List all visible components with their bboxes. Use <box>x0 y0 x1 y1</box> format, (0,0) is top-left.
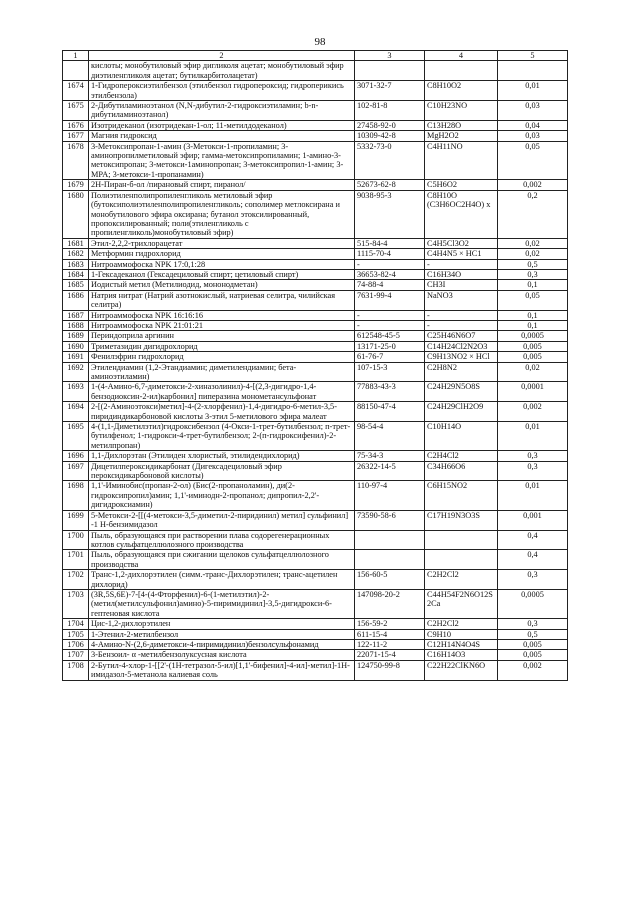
row-number: 1705 <box>63 629 89 639</box>
row-number: 1682 <box>63 249 89 259</box>
table-row <box>63 259 568 269</box>
table-row <box>63 362 568 382</box>
cas-number: 7631-99-4 <box>355 290 425 310</box>
substance-name: кислоты; монобутиловый эфир дигликоля ацетат; монобутиловый эфир диэтиленгликоля ацетат; бутилкарбитолацетат) <box>89 61 355 81</box>
table-row <box>63 190 568 238</box>
page-number: 98 <box>314 36 326 48</box>
substance-name: Периндоприла аргинин <box>89 331 355 341</box>
chemical-formula: C4H5Cl3O2 <box>425 238 498 248</box>
substance-name: Фенилэфрин гидрохлорид <box>89 352 355 362</box>
row-number: 1687 <box>63 310 89 320</box>
substance-name: Магния гидроксид <box>89 131 355 141</box>
substance-name: 2Н-Пиран-б-ол /пирановый спирт, пиранол/ <box>89 180 355 190</box>
chemical-formula: C22H22ClKN6O <box>425 660 498 680</box>
cas-number: 156-59-2 <box>355 619 425 629</box>
substance-name: 3-Метоксипропан-1-амин (3-Метокси-1-пропиламин; 3-аминопропилметиловый эфир; гамма-метоксипропиламин; 1-амино-3-метоксипропан; 3-метокси-1аминопропан; 3-метоксипропил-1-амин; 3-MPA; 3-метокси-1-пропанамин) <box>89 141 355 180</box>
cas-number: 98-54-4 <box>355 422 425 451</box>
substances-table <box>62 50 568 681</box>
row-number: 1686 <box>63 290 89 310</box>
cas-number: 102-81-8 <box>355 101 425 121</box>
limit-value: 0,001 <box>498 510 568 530</box>
cas-number: 26322-14-5 <box>355 461 425 481</box>
table-row <box>63 422 568 451</box>
cas-number: 13171-25-0 <box>355 341 425 351</box>
substance-name: Триметазидин дигидрохлорид <box>89 341 355 351</box>
header-col-2: 2 <box>89 51 355 61</box>
substance-name: 2-[(2-Аминоэтокси)метил]-4-(2-хлорфенил)-1,4-дигидро-6-метил-3,5-пиридиндикарбоновой кислоты 3-этил 5-метилового эфира малеат <box>89 402 355 422</box>
substance-name: 1,1'-Иминобис(пропан-2-ол) (Бис(2-пропаноламин), ди(2-гидроксипропил)амин; 1,1'-иминодн-2-пропанол; дипропил-2,2'-дигидроксиамин) <box>89 481 355 510</box>
header-col-5: 5 <box>498 51 568 61</box>
row-number: 1677 <box>63 131 89 141</box>
limit-value: 0,1 <box>498 320 568 330</box>
chemical-formula <box>425 61 498 81</box>
table-row <box>63 269 568 279</box>
chemical-formula: C10H23NO <box>425 101 498 121</box>
chemical-formula: C5H6O2 <box>425 180 498 190</box>
row-number: 1674 <box>63 81 89 101</box>
substance-name: 4-Амино-N-(2,6-диметокси-4-пиримидинил)бензолсульфонамид <box>89 639 355 649</box>
chemical-formula: C8H10O (C3H6OC2H4O) x <box>425 190 498 238</box>
cas-number: 52673-62-8 <box>355 180 425 190</box>
table-row <box>63 341 568 351</box>
limit-value: 0,4 <box>498 530 568 550</box>
chemical-formula: MgH2O2 <box>425 131 498 141</box>
limit-value: 0,02 <box>498 249 568 259</box>
substance-name: Дицетилпероксидикарбонат (Дигексадециловый эфир пероксидикарбоновой кислоты) <box>89 461 355 481</box>
row-number: 1681 <box>63 238 89 248</box>
row-number: 1697 <box>63 461 89 481</box>
table-row <box>63 249 568 259</box>
cas-number: 122-11-2 <box>355 639 425 649</box>
cas-number: 1115-70-4 <box>355 249 425 259</box>
row-number: 1678 <box>63 141 89 180</box>
row-number: 1708 <box>63 660 89 680</box>
table-row <box>63 660 568 680</box>
row-number: 1685 <box>63 280 89 290</box>
chemical-formula: C2H8N2 <box>425 362 498 382</box>
limit-value: 0,02 <box>498 238 568 248</box>
chemical-formula: C34H66O6 <box>425 461 498 481</box>
chemical-formula: C24H29N5O8S <box>425 382 498 402</box>
limit-value: 0,1 <box>498 280 568 290</box>
chemical-formula: - <box>425 320 498 330</box>
substance-name: 1-(4-Амино-6,7-диметокси-2-хиназолинил)-4-[(2,3-дигидро-1,4-бензодиоксин-2-ил)карбонил] пиперазина монометансульфонат <box>89 382 355 402</box>
cas-number: 3071-32-7 <box>355 81 425 101</box>
cas-number: 612548-45-5 <box>355 331 425 341</box>
cas-number <box>355 550 425 570</box>
table-row <box>63 120 568 130</box>
cas-number <box>355 530 425 550</box>
chemical-formula: - <box>425 259 498 269</box>
substance-name: Пыль, образующаяся при сжигании щелоков сульфатцеллюлозного производства <box>89 550 355 570</box>
substance-name: Транс-1,2-дихлорэтилен (симм.-транс-Дихлорэтилен; транс-ацетилен дихлорид) <box>89 570 355 590</box>
row-number: 1702 <box>63 570 89 590</box>
table-row <box>63 451 568 461</box>
chemical-formula: - <box>425 310 498 320</box>
header-col-1: 1 <box>63 51 89 61</box>
table-body <box>63 61 568 680</box>
cas-number: 124750-99-8 <box>355 660 425 680</box>
limit-value: 0,3 <box>498 570 568 590</box>
table-row <box>63 382 568 402</box>
substance-name: 1,1-Дихлорэтан (Этилиден хлористый, этилидендихлорид) <box>89 451 355 461</box>
substance-name: 1-Гексадеканол (Гексадециловый спирт; цетиловый спирт) <box>89 269 355 279</box>
cas-number: - <box>355 320 425 330</box>
substance-name: Этил-2,2,2-трихлорацетат <box>89 238 355 248</box>
row-number: 1696 <box>63 451 89 461</box>
substance-name: 1-Этенил-2-метилбензол <box>89 629 355 639</box>
cas-number: 77883-43-3 <box>355 382 425 402</box>
limit-value: 0,0005 <box>498 589 568 618</box>
cas-number: 74-88-4 <box>355 280 425 290</box>
substance-name: Цис-1,2-дихлорэтилен <box>89 619 355 629</box>
chemical-formula: NaNO3 <box>425 290 498 310</box>
table-row <box>63 481 568 510</box>
limit-value: 0,005 <box>498 639 568 649</box>
table-row <box>63 180 568 190</box>
substance-name: Метформин гидрохлорид <box>89 249 355 259</box>
table-row <box>63 61 568 81</box>
row-number: 1707 <box>63 650 89 660</box>
cas-number: 22071-15-4 <box>355 650 425 660</box>
chemical-formula: C25H46N6O7 <box>425 331 498 341</box>
substance-name: Пыль, образующаяся при растворении плава содорегенерационных котлов сульфатцеллюлозного производства <box>89 530 355 550</box>
limit-value: 0,002 <box>498 402 568 422</box>
chemical-formula: C2H2Cl2 <box>425 619 498 629</box>
cas-number: 61-76-7 <box>355 352 425 362</box>
row-number: 1679 <box>63 180 89 190</box>
limit-value: 0,5 <box>498 259 568 269</box>
limit-value: 0,3 <box>498 269 568 279</box>
table-row <box>63 352 568 362</box>
chemical-formula: C8H10O2 <box>425 81 498 101</box>
limit-value: 0,5 <box>498 629 568 639</box>
table-row <box>63 650 568 660</box>
substance-name: Нитроаммофоска NPK 21:01:21 <box>89 320 355 330</box>
limit-value: 0,3 <box>498 461 568 481</box>
header-col-3: 3 <box>355 51 425 61</box>
limit-value: 0,04 <box>498 120 568 130</box>
chemical-formula: C13H28O <box>425 120 498 130</box>
substance-name: Нитроаммофоска NPK 17:0,1:28 <box>89 259 355 269</box>
limit-value: 0,002 <box>498 180 568 190</box>
table-row <box>63 639 568 649</box>
chemical-formula <box>425 550 498 570</box>
chemical-formula <box>425 530 498 550</box>
table-row <box>63 238 568 248</box>
cas-number: 5332-73-0 <box>355 141 425 180</box>
row-number: 1688 <box>63 320 89 330</box>
limit-value: 0,01 <box>498 81 568 101</box>
row-number: 1689 <box>63 331 89 341</box>
table-row <box>63 510 568 530</box>
cas-number: 73590-58-6 <box>355 510 425 530</box>
chemical-formula: C16H34O <box>425 269 498 279</box>
limit-value: 0,005 <box>498 352 568 362</box>
table-row <box>63 310 568 320</box>
substance-name: 1-Гидропероксиэтилбензол (этилбензол гидропероксид; гидроперикись этилбензола) <box>89 81 355 101</box>
cas-number: 88150-47-4 <box>355 402 425 422</box>
table-row <box>63 402 568 422</box>
chemical-formula: CH3I <box>425 280 498 290</box>
chemical-formula: C4H11NO <box>425 141 498 180</box>
limit-value: 0,2 <box>498 190 568 238</box>
row-number: 1704 <box>63 619 89 629</box>
cas-number <box>355 61 425 81</box>
substance-name: Этилендиамин (1,2-Этандиамин; диметилендиамин; бета-аминоэтиламин) <box>89 362 355 382</box>
substance-name: Нитроаммофоска NPK 16:16:16 <box>89 310 355 320</box>
substance-name: 2-Дибутиламиноэтанол (N,N-дибутил-2-гидроксиэтиламин; b-n-дибутиламиноэтанол) <box>89 101 355 121</box>
row-number: 1691 <box>63 352 89 362</box>
row-number: 1690 <box>63 341 89 351</box>
chemical-formula: C2H4Cl2 <box>425 451 498 461</box>
chemical-formula: C44H54F2N6O12S2Ca <box>425 589 498 618</box>
cas-number: 27458-92-0 <box>355 120 425 130</box>
table-row <box>63 570 568 590</box>
cas-number: 611-15-4 <box>355 629 425 639</box>
table-row <box>63 331 568 341</box>
substance-name: Полиэтиленполипропиленгликоль метиловый эфир (бутоксиполиэтиленполипропиленгликоль; сополимер метлоксирана и монобутилового эфира оксирана; бутанол этоксилированный, пропоксилированный; поли(этиленгликоль с пропиленгликоль)монобутиловый эфир) <box>89 190 355 238</box>
limit-value: 0,4 <box>498 550 568 570</box>
limit-value: 0,005 <box>498 341 568 351</box>
cas-number: 515-84-4 <box>355 238 425 248</box>
substance-name: 3-Бензоил- α -метилбензолуксусная кислота <box>89 650 355 660</box>
substance-name: (3R,5S,6E)-7-[4-(4-Фторфенил)-6-(1-метилэтил)-2-(метил(метилсульфонил)амино)-5-пиримидинил]-3,5-дигидрокси-6-гептеновая кислота <box>89 589 355 618</box>
cas-number: 9038-95-3 <box>355 190 425 238</box>
cas-number: 147098-20-2 <box>355 589 425 618</box>
row-number: 1693 <box>63 382 89 402</box>
substance-name: 2-Бутил-4-хлор-1-[[2'-(1Н-тетразол-5-ил)[1,1'-бифенил]-4-ил]-метил]-1Н-имидазол-5-метанола калиевая соль <box>89 660 355 680</box>
row-number: 1684 <box>63 269 89 279</box>
table-row <box>63 81 568 101</box>
cas-number: 156-60-5 <box>355 570 425 590</box>
table-row <box>63 280 568 290</box>
table-row <box>63 320 568 330</box>
chemical-formula: C9H13NO2 × HCl <box>425 352 498 362</box>
table-row <box>63 550 568 570</box>
chemical-formula: C17H19N3O3S <box>425 510 498 530</box>
chemical-formula: C12H14N4O4S <box>425 639 498 649</box>
row-number: 1676 <box>63 120 89 130</box>
header-col-4: 4 <box>425 51 498 61</box>
cas-number: 110-97-4 <box>355 481 425 510</box>
cas-number: 107-15-3 <box>355 362 425 382</box>
table-row <box>63 141 568 180</box>
table-row <box>63 461 568 481</box>
limit-value: 0,3 <box>498 451 568 461</box>
substance-name: Изотридеканол (изотридекан-1-ол; 11-метилдодеканол) <box>89 120 355 130</box>
chemical-formula: C6H15NO2 <box>425 481 498 510</box>
cas-number: 10309-42-8 <box>355 131 425 141</box>
chemical-formula: C10H14O <box>425 422 498 451</box>
row-number: 1698 <box>63 481 89 510</box>
limit-value: 0,0001 <box>498 382 568 402</box>
table-row <box>63 530 568 550</box>
limit-value: 0,05 <box>498 290 568 310</box>
row-number: 1695 <box>63 422 89 451</box>
row-number: 1701 <box>63 550 89 570</box>
limit-value: 0,01 <box>498 422 568 451</box>
table-row <box>63 101 568 121</box>
limit-value: 0,01 <box>498 481 568 510</box>
chemical-formula: C9H10 <box>425 629 498 639</box>
row-number <box>63 61 89 81</box>
limit-value: 0,0005 <box>498 331 568 341</box>
row-number: 1683 <box>63 259 89 269</box>
limit-value: 0,03 <box>498 131 568 141</box>
limit-value: 0,3 <box>498 619 568 629</box>
table-row <box>63 131 568 141</box>
substance-name: Иодистый метил (Метилиодид, мононодметан) <box>89 280 355 290</box>
limit-value: 0,005 <box>498 650 568 660</box>
row-number: 1680 <box>63 190 89 238</box>
substance-name: Натрия нитрат (Натрий азотнокислый, натриевая селитра, чилийская селитра) <box>89 290 355 310</box>
cas-number: - <box>355 310 425 320</box>
row-number: 1703 <box>63 589 89 618</box>
cas-number: - <box>355 259 425 269</box>
limit-value: 0,03 <box>498 101 568 121</box>
substance-name: 5-Метокси-2-[[(4-метокси-3,5-диметил-2-пиридинил) метил] сульфинил] -1 Н-бензимидазол <box>89 510 355 530</box>
chemical-formula: C16H14O3 <box>425 650 498 660</box>
cas-number: 75-34-3 <box>355 451 425 461</box>
limit-value: 0,002 <box>498 660 568 680</box>
limit-value: 0,02 <box>498 362 568 382</box>
chemical-formula: C4H4N5 × HC1 <box>425 249 498 259</box>
row-number: 1694 <box>63 402 89 422</box>
substance-name: 4-(1,1-Диметилэтил)гидроксибензол (4-Окси-1-трет-бутилбензол; п-трет-бутилфенол; 1-гидрокси-4-трет-бутилбензол; 2-(п-гидроксифенил)-2-метилпропан) <box>89 422 355 451</box>
row-number: 1700 <box>63 530 89 550</box>
header-row <box>63 51 568 61</box>
limit-value: 0,1 <box>498 310 568 320</box>
table-row <box>63 619 568 629</box>
table-row <box>63 629 568 639</box>
chemical-formula: C24H29ClH2O9 <box>425 402 498 422</box>
limit-value: 0,05 <box>498 141 568 180</box>
row-number: 1706 <box>63 639 89 649</box>
table-row <box>63 589 568 618</box>
chemical-formula: C2H2Cl2 <box>425 570 498 590</box>
chemical-formula: C14H24Cl2N2O3 <box>425 341 498 351</box>
row-number: 1675 <box>63 101 89 121</box>
row-number: 1699 <box>63 510 89 530</box>
limit-value <box>498 61 568 81</box>
row-number: 1692 <box>63 362 89 382</box>
cas-number: 36653-82-4 <box>355 269 425 279</box>
table-row <box>63 290 568 310</box>
